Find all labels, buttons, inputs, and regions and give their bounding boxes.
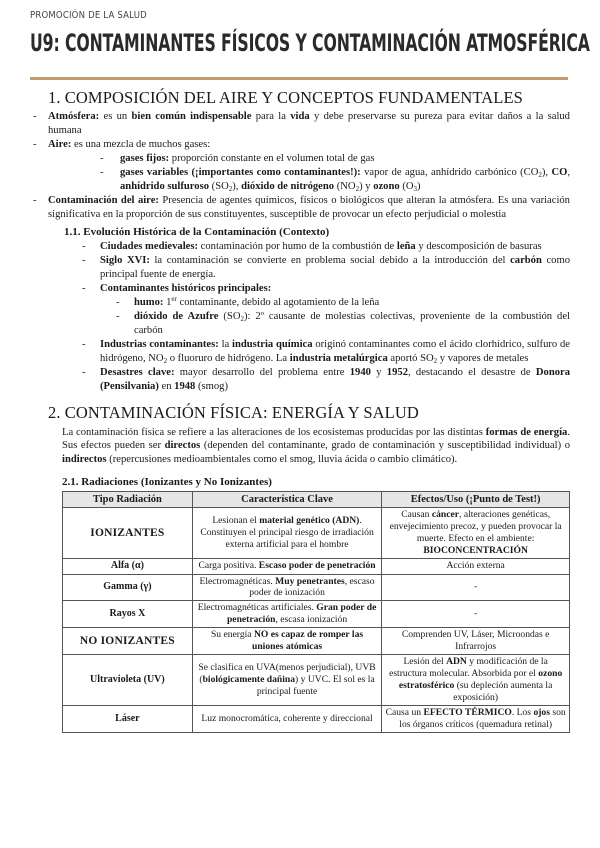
list-item-medievales: - Ciudades medievales: contaminación por humo de la combustión de leña y descomposición de basuras [30,240,570,254]
list-item-contaminacion: - Contaminación del aire: Presencia de agentes químicos, físicos o biológicos que alteran la atmósfera. Es una variación significativa en la proporción de sus constituyentes, susceptible de provocar un efecto perjudicial o molestia [30,194,570,222]
table-row-gamma [63,574,570,601]
cell-characteristic: Luz monocromática, coherente y direccional [192,706,382,733]
cell-type: Ultravioleta (UV) [63,655,193,706]
document-body [30,88,570,733]
cell-characteristic: Carga positiva. Escaso poder de penetración [192,559,382,575]
list-item-dioxido-azufre: - dióxido de Azufre $(SO_2)$: 2º causante de molestias colectivas, proveniente de la combustión del carbón [30,310,570,338]
historic-pollutants-list [30,296,570,338]
table-header-row [63,491,570,507]
list-item-industrias: - Industrias contaminantes: la industria química originó contaminantes como el ácido clorhídrico, sulfuro de hidrógeno, $NO_2$ o fluoruro de hidrógeno. La industria metalúrgica aportó $SO_2$ y vapores de metales [30,338,570,366]
column-header-effects: Efectos/Uso (¡Punto de Test!) [382,491,570,507]
table-row-ionizantes [63,508,570,559]
list-item-gases-variables: - gases variables (¡importantes como contaminantes!): vapor de agua, anhídrido carbónico $(CO_2)$, CO, anhídrido sulfuroso $(SO_2)$, dióxido de nitrógeno $(NO_2)$ y ozono $(O_3)$ [48,166,570,194]
cell-type: Alfa (α) [63,559,193,575]
cell-effects: Causa un EFECTO TÉRMICO. Los ojos son los órganos críticos (quemadura retinal) [382,706,570,733]
cell-type: IONIZANTES [63,508,193,559]
cell-effects: Acción externa [382,559,570,575]
gases-list [48,152,570,194]
table-row-alfa [63,559,570,575]
subsection-2-1-heading: 2.1. Radiaciones (Ionizantes y No Ionizantes) [62,476,272,489]
subject-kicker: PROMOCIÓN DE LA SALUD [30,10,147,21]
cell-effects: Comprenden UV, Láser, Microondas e Infrarrojos [382,628,570,655]
column-header-type: Tipo Radiación [63,491,193,507]
section-2 [30,403,570,734]
list-item-desastres: - Desastres clave: mayor desarrollo del problema entre 1940 y 1952, destacando el desastre de Donora (Pensilvania) en 1948 (smog) [30,366,570,394]
subsection-1-1-heading: 1.1. Evolución Histórica de la Contaminación (Contexto) [64,225,330,238]
cell-effects: - [382,574,570,601]
section-1-heading: 1. COMPOSICIÓN DEL AIRE Y CONCEPTOS FUNDAMENTALES [48,88,523,107]
section-2-intro: La contaminación física se refiere a las alteraciones de los ecosistemas producidas por las distintas formas de energía. Sus efectos pueden ser directos (dependen del contaminante, grado de contaminación y susceptibilidad individual) o indirectos (repercusiones medioambientales como el smog, lluvia ácida o cambio climático). [62,426,570,466]
cell-type: Gamma (γ) [63,574,193,601]
list-item-atmosfera: - Atmósfera: es un bien común indispensable para la vida y debe preservarse su pureza para evitar daños a la salud humana [30,110,570,138]
cell-effects: Causan cáncer, alteraciones genéticas, envejecimiento precoz, y pueden provocar la muerte. Efecto en el ambiente: BIOCONCENTRACIÓN [382,508,570,559]
cell-type: NO IONIZANTES [63,628,193,655]
list-item-historicos: - Contaminantes históricos principales: - humo: 1er contaminante, debido al agotamiento de la leña - dióxido de Azufre $(SO_2)$: 2º causante de molestias colectivas, proveniente de la combustión del carbón [30,282,570,338]
cell-characteristic: Lesionan el material genético (ADN). Constituyen el principal riesgo de irradiación externa artificial para el hombre [192,508,382,559]
cell-type: Láser [63,706,193,733]
list-item-aire: - Aire: es una mezcla de muchos gases: - gases fijos: proporción constante en el volumen total de gas - gases variables (¡importantes como contaminantes!): vapor de agua, anhídrido carbónico $(CO_2)$, CO, anhídrido sulfuroso $(SO_2)$, dióxido de nitrógeno $(NO_2)$ y ozono $(O_3)$ [30,138,570,194]
table-row-rayos-x [63,601,570,628]
table-row-ultravioleta [63,655,570,706]
title-rule [30,77,568,80]
cell-characteristic: Se clasifica en UVA(menos perjudicial), UVB (biológicamente dañina) y UVC. El sol es la principal fuente [192,655,382,706]
cell-effects: - [382,601,570,628]
section-1-list [30,110,570,222]
cell-characteristic: Electromagnéticas. Muy penetrantes, escaso poder de ionización [192,574,382,601]
cell-characteristic: Su energía NO es capaz de romper las uniones atómicas [192,628,382,655]
history-list [30,240,570,394]
cell-effects: Lesión del ADN y modificación de la estructura molecular. Absorbida por el ozono estratosférico (su depleción aumenta la exposición) [382,655,570,706]
list-item-siglo-xvi: - Siglo XVI: la contaminación se convierte en problema social debido a la introducción del carbón como principal fuente de energía. [30,254,570,282]
table-row-laser [63,706,570,733]
column-header-characteristic: Característica Clave [192,491,382,507]
section-2-heading: 2. CONTAMINACIÓN FÍSICA: ENERGÍA Y SALUD [48,402,419,422]
list-item-humo: - humo: 1er contaminante, debido al agotamiento de la leña [30,296,570,310]
table-row-no-ionizantes [63,628,570,655]
cell-type: Rayos X [63,601,193,628]
radiation-table [62,491,570,733]
cell-characteristic: Electromagnéticas artificiales. Gran poder de penetración, escasa ionización [192,601,382,628]
unit-title: U9: CONTAMINANTES FÍSICOS Y CONTAMINACIÓN ATMOSFÉRICA [30,29,590,57]
list-item-gases-fijos: - gases fijos: proporción constante en el volumen total de gas [48,152,570,166]
